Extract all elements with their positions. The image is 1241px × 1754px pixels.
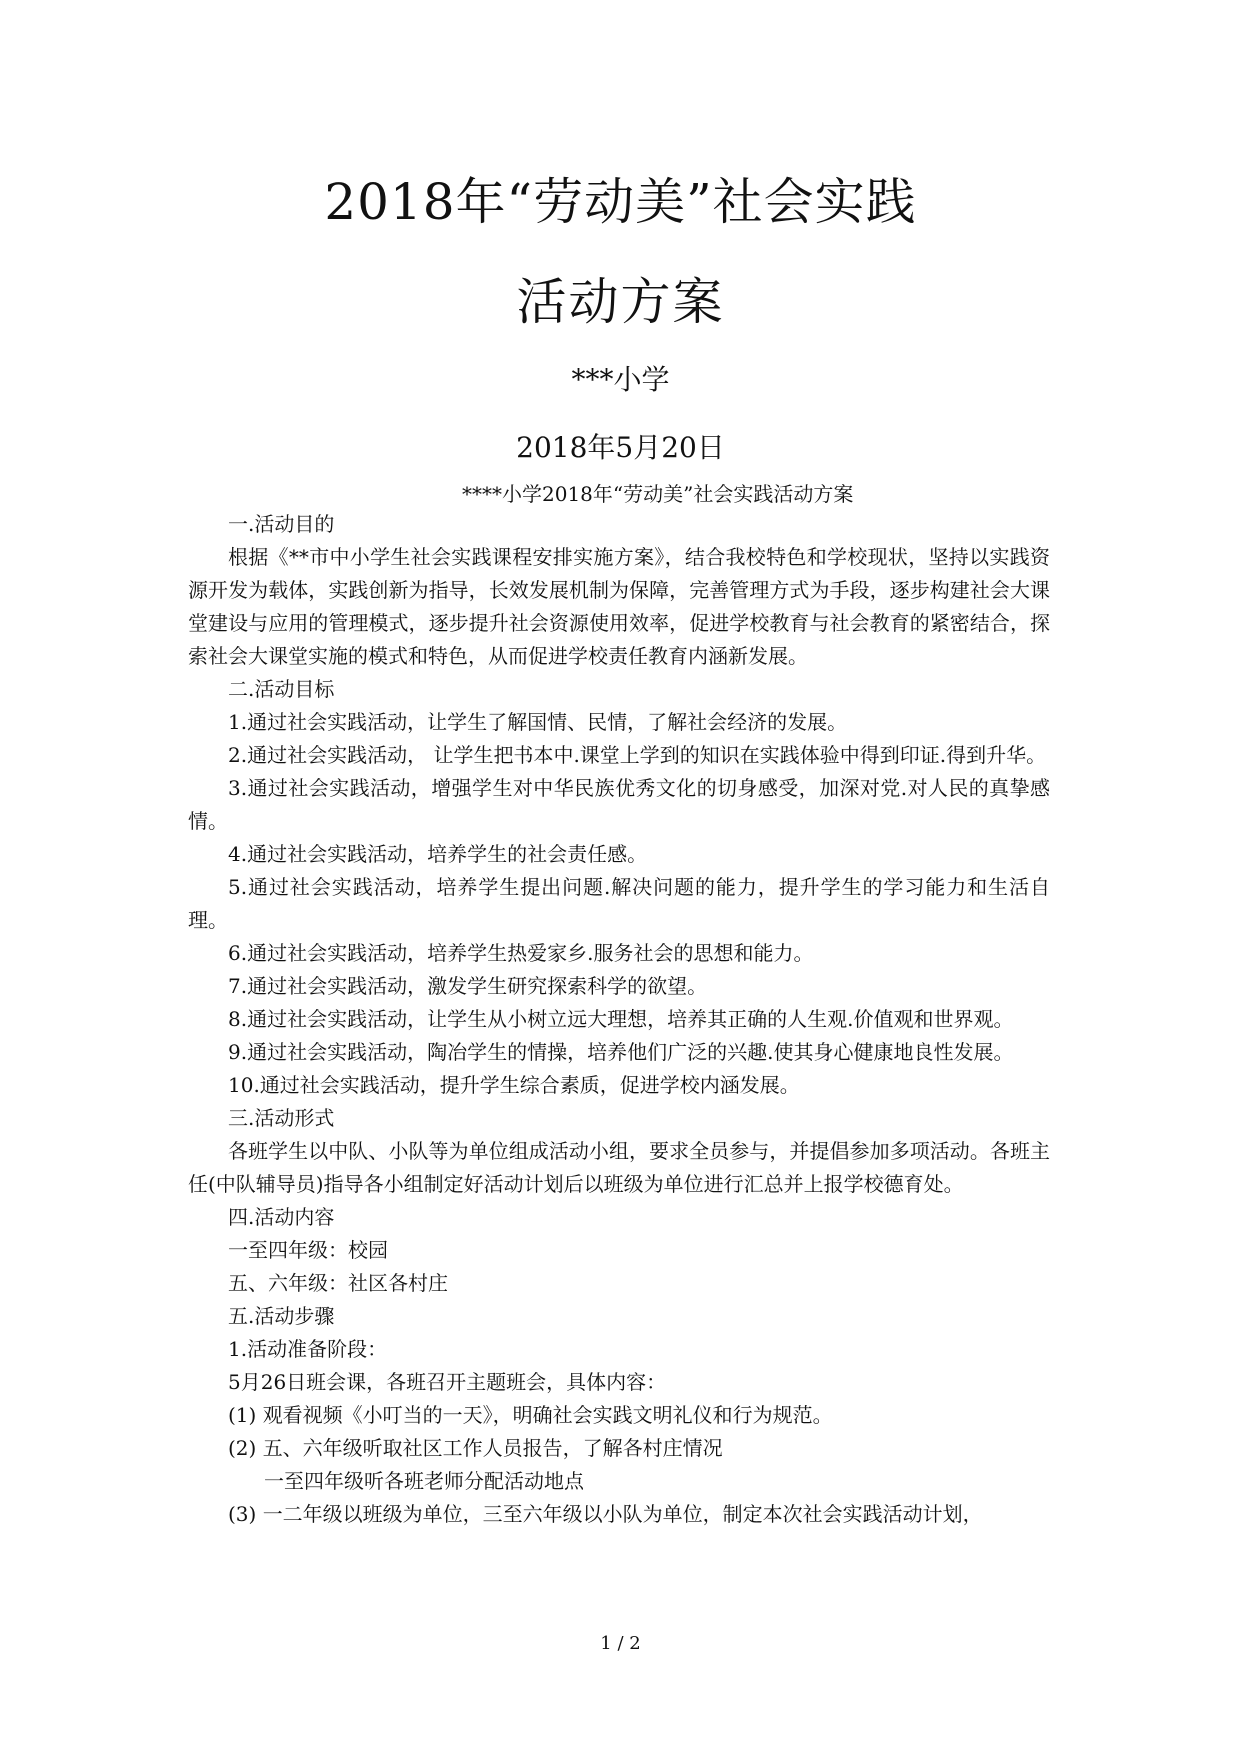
- steps-stage-label: 1.活动准备阶段：: [228, 1337, 388, 1361]
- document-body: [188, 508, 1050, 1531]
- steps-list-subitem: 一至四年级听各班老师分配活动地点: [264, 1469, 584, 1493]
- goal-item: 5.通过社会实践活动，培养学生提出问题.解决问题的能力，提升学生的学习能力和生活自理。: [188, 875, 1050, 932]
- goal-item: 3.通过社会实践活动，增强学生对中华民族优秀文化的切身感受，加深对党.对人民的真挚感情。: [188, 776, 1050, 833]
- document-title-line1: 2018年“劳动美”社会实践: [324, 173, 917, 231]
- goal-item: 1.通过社会实践活动，让学生了解国情、民情，了解社会经济的发展。: [228, 710, 848, 734]
- goal-item: 10.通过社会实践活动，提升学生综合素质，促进学校内涵发展。: [228, 1073, 800, 1097]
- page-number: 1 / 2: [600, 1633, 641, 1654]
- steps-list-item: (1) 观看视频《小叮当的一天》，明确社会实践文明礼仪和行为规范。: [228, 1403, 833, 1427]
- section-heading-goals: 二.活动目标: [228, 677, 335, 701]
- school-name: ***小学: [571, 363, 670, 396]
- goal-item: 9.通过社会实践活动，陶冶学生的情操，培养他们广泛的兴趣.使其身心健康地良性发展。: [228, 1040, 1014, 1064]
- goal-item: 4.通过社会实践活动，培养学生的社会责任感。: [228, 842, 648, 866]
- section-heading-format: 三.活动形式: [228, 1106, 335, 1130]
- plan-subtitle: ****小学2018年“劳动美”社会实践活动方案: [462, 482, 854, 506]
- document-date: 2018年5月20日: [516, 431, 725, 464]
- section-heading-content: 四.活动内容: [228, 1205, 335, 1229]
- purpose-paragraph: 根据《**市中小学生社会实践课程安排实施方案》，结合我校特色和学校现状，坚持以实践资源开发为载体，实践创新为指导，长效发展机制为保障，完善管理方式为手段，逐步构建社会大课堂建设与应用的管理模式，逐步提升社会资源使用效率，促进学校教育与社会教育的紧密结合，探索社会大课堂实施的模式和特色，从而促进学校责任教育内涵新发展。: [188, 545, 1050, 668]
- goal-item: 8.通过社会实践活动，让学生从小树立远大理想，培养其正确的人生观.价值观和世界观。: [228, 1007, 1014, 1031]
- section-heading-purpose: 一.活动目的: [228, 512, 335, 536]
- goal-item: 2.通过社会实践活动， 让学生把书本中.课堂上学到的知识在实践体验中得到印证.得到升华。: [228, 743, 1047, 767]
- steps-list-item: (2) 五、六年级听取社区工作人员报告，了解各村庄情况: [228, 1436, 723, 1460]
- goal-item: 7.通过社会实践活动，激发学生研究探索科学的欲望。: [228, 974, 708, 998]
- steps-intro: 5月26日班会课，各班召开主题班会，具体内容：: [228, 1370, 667, 1394]
- format-paragraph: 各班学生以中队、小队等为单位组成活动小组，要求全员参与，并提倡参加多项活动。各班主任(中队辅导员)指导各小组制定好活动计划后以班级为单位进行汇总并上报学校德育处。: [188, 1139, 1050, 1196]
- steps-list-item: (3) 一二年级以班级为单位，三至六年级以小队为单位，制定本次社会实践活动计划，: [228, 1502, 983, 1526]
- goal-item: 6.通过社会实践活动，培养学生热爱家乡.服务社会的思想和能力。: [228, 941, 814, 965]
- document-title-line2: 活动方案: [516, 273, 725, 331]
- content-line-grades-5-6: 五、六年级：社区各村庄: [228, 1271, 448, 1295]
- content-line-grades-1-4: 一至四年级：校园: [228, 1238, 388, 1262]
- section-heading-steps: 五.活动步骤: [228, 1304, 335, 1328]
